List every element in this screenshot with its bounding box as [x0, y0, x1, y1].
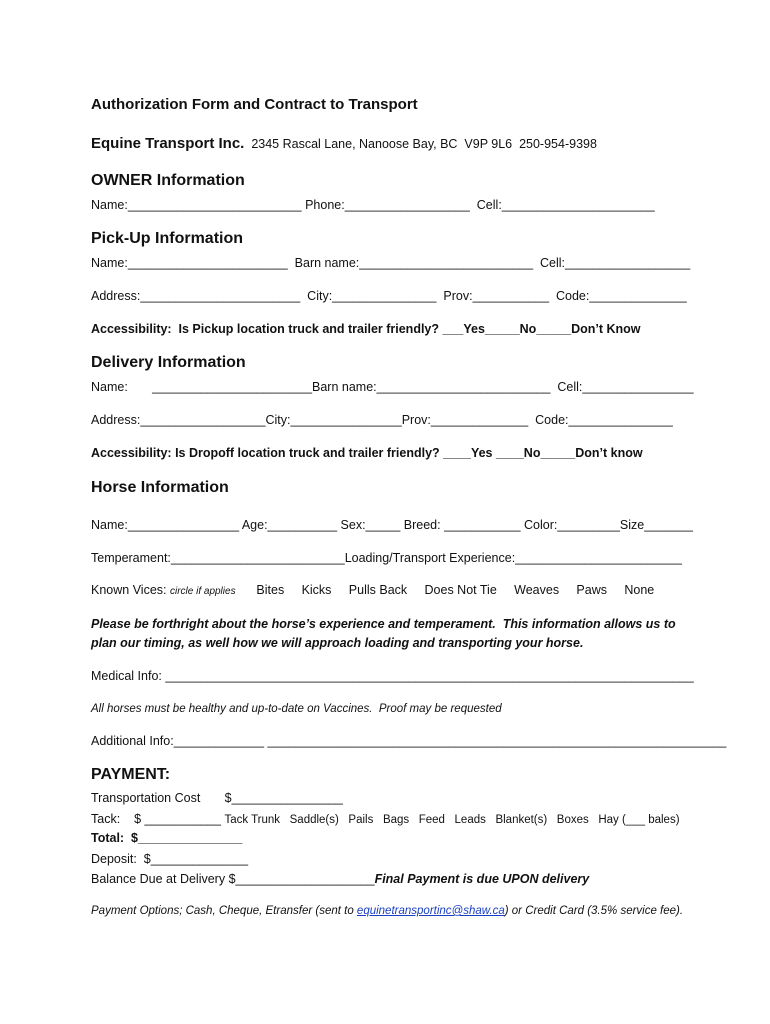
balance-note: Final Payment is due UPON delivery [374, 872, 590, 886]
payment-heading: PAYMENT: [91, 766, 171, 783]
horse-fields-2: Temperament:_________________________Loading/Transport Experience:________________________ [91, 551, 683, 565]
vices-note: circle if applies [169, 586, 236, 597]
balance-line [91, 871, 589, 887]
vices-label: Known Vices: [91, 583, 170, 597]
tack-prefix: Tack: $ ___________ [91, 812, 225, 826]
form-title: Authorization Form and Contract to Transport [91, 96, 418, 113]
tack-line [91, 811, 680, 828]
company-address: 2345 Rascal Lane, Nanoose Bay, BC V9P 9L6 250-954-9398 [251, 137, 597, 151]
pickup-fields-1: Name:_______________________ Barn name:_________________________ Cell:__________________ [91, 256, 691, 270]
deposit-line: Deposit: $______________ [91, 852, 249, 866]
tack-items: Tack Trunk Saddle(s) Pails Bags Feed Leads Blanket(s) Boxes Hay (___ bales) [224, 814, 680, 826]
total-line: Total: $_______________ [91, 831, 243, 845]
owner-fields: Name:_________________________ Phone:__________________ Cell:______________________ [91, 198, 655, 212]
delivery-fields-2: Address:__________________City:________________Prov:______________ Code:_______________ [91, 413, 673, 427]
owner-heading: OWNER Information [91, 172, 245, 189]
options-suffix: ) or Credit Card (3.5% service fee). [504, 905, 684, 917]
payment-options [91, 903, 683, 919]
pickup-fields-2: Address:_______________________ City:_______________ Prov:___________ Code:______________ [91, 289, 687, 303]
options-prefix: Payment Options; Cash, Cheque, Etransfer (sent to [91, 905, 357, 917]
horse-heading: Horse Information [91, 479, 229, 496]
balance-prefix: Balance Due at Delivery $____________________ [91, 872, 375, 886]
delivery-accessibility: Accessibility: Is Dropoff location truck and trailer friendly? ____Yes ____No_____Don’t know [91, 446, 643, 460]
horse-note-1: Please be forthright about the horse’s experience and temperament. This information allows us to [91, 617, 676, 631]
vaccine-note: All horses must be healthy and up-to-date on Vaccines. Proof may be requested [91, 703, 502, 715]
transport-cost: Transportation Cost $________________ [91, 791, 343, 805]
horse-note-2: plan our timing, as well how we will approach loading and transporting your horse. [91, 636, 584, 650]
known-vices-line [91, 582, 654, 600]
email-link[interactable]: equinetransportinc@shaw.ca [356, 905, 505, 917]
company-line [91, 136, 597, 152]
delivery-fields-1: Name: _______________________Barn name:_________________________ Cell:________________ [91, 380, 694, 394]
delivery-heading: Delivery Information [91, 354, 246, 371]
vices-options: Bites Kicks Pulls Back Does Not Tie Weaves Paws None [235, 583, 655, 597]
pickup-heading: Pick-Up Information [91, 230, 244, 247]
additional-info: Additional Info:_____________ __________________________________________________________________ [91, 734, 727, 748]
pickup-accessibility: Accessibility: Is Pickup location truck and trailer friendly? ___Yes_____No_____Don’t Know [91, 322, 641, 336]
horse-fields-1: Name:________________ Age:__________ Sex:_____ Breed: ___________ Color:_________Size_______ [91, 518, 693, 532]
medical-info: Medical Info: ____________________________________________________________________________ [91, 669, 694, 683]
company-name: Equine Transport Inc. [91, 135, 245, 152]
